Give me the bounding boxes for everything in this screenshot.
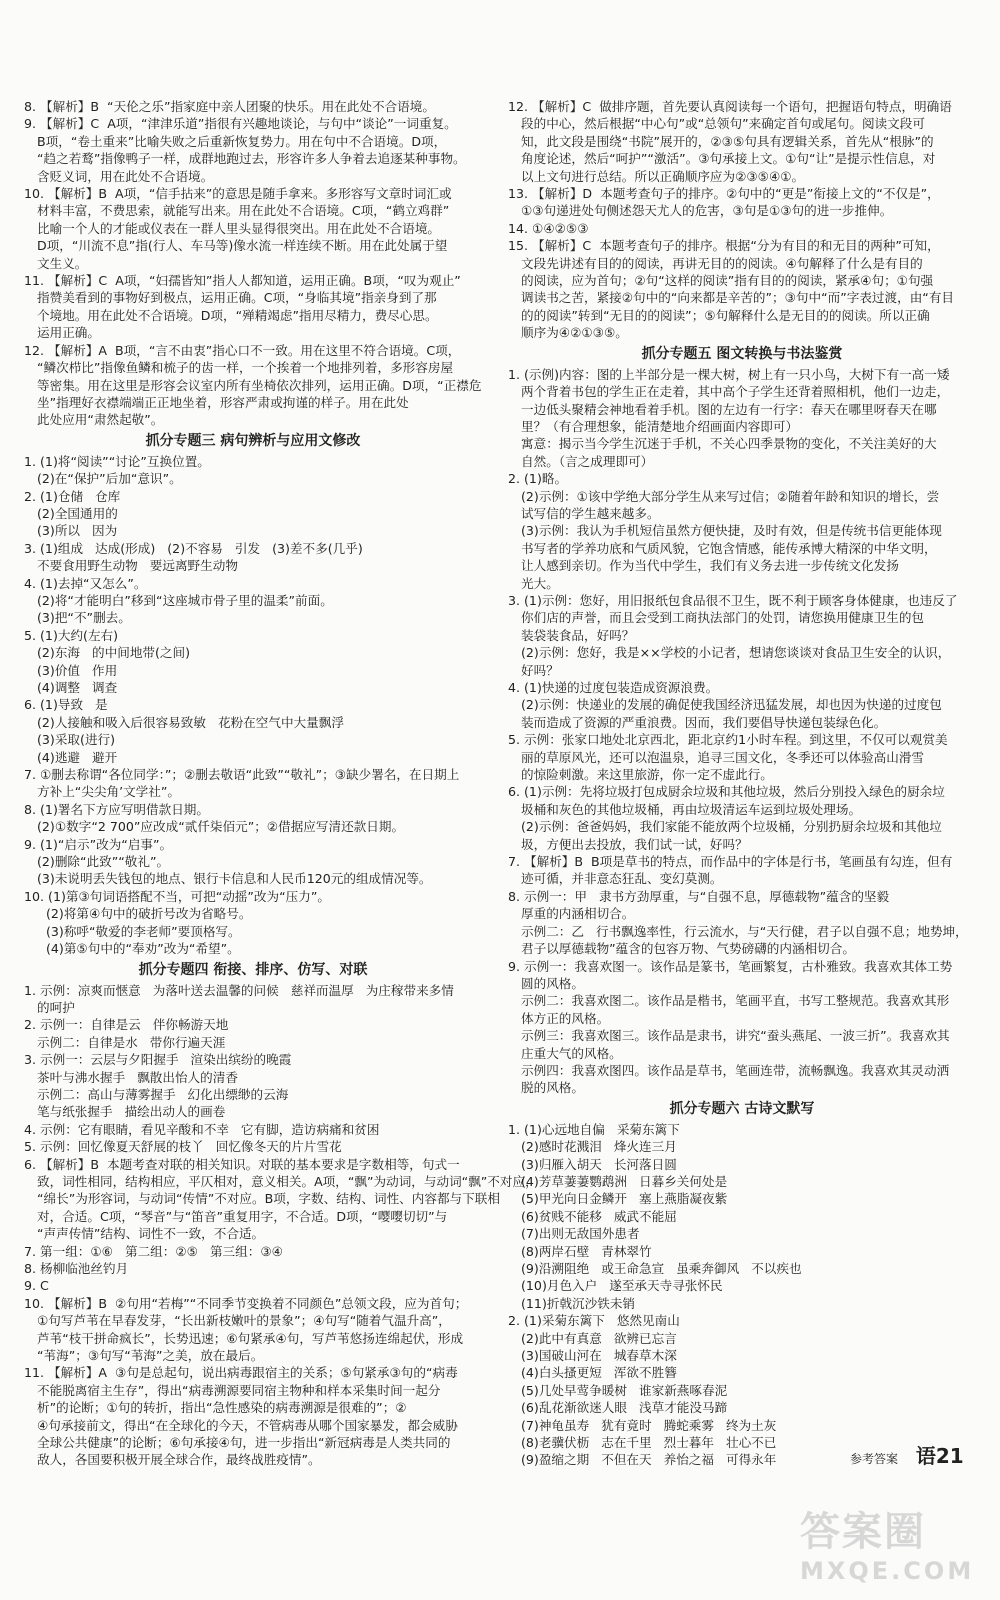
answer-line: “绵长”为形容词，与动词“传情”不对应。B项，字数、结构、词性、内容都与下联相 xyxy=(37,1191,500,1207)
answer-line: 茶叶与沸水握手 飘散出怡人的清香 xyxy=(37,1069,238,1085)
answer-line: (2)将第④句中的破折号改为省略号。 xyxy=(46,906,252,922)
answer-line: 14. ①④②⑤③ xyxy=(508,220,589,236)
answer-line: 2. 示例一：自律是云 伴你畅游天地 xyxy=(24,1017,229,1033)
watermark-url: MXQE.COM xyxy=(800,1557,975,1585)
answer-line: 的阅读，应为首句；②句“这样的阅读”指有目的的阅读，紧承④句；①句强 xyxy=(521,273,934,289)
answer-line: 8. 【解析】B “天伦之乐”指家庭中亲人团聚的快乐。用在此处不合语境。 xyxy=(24,99,435,114)
answer-line: 的惊险刺激。来这里旅游，你一定不虚此行。 xyxy=(521,767,773,783)
answer-line: (3)未说明丢失钱包的地点、银行卡信息和人民币120元的组成情况等。 xyxy=(37,871,432,887)
answer-line: 1. (1)将“阅读”“讨论”互换位置。 xyxy=(24,453,210,469)
answer-line: 方补上“尖尖角’文学社”。 xyxy=(37,784,180,800)
answer-line: 以上文句进行总结。所以正确顺序应为②③⑤④①。 xyxy=(521,168,805,184)
answer-line: 笔与纸张握手 描绘出动人的画卷 xyxy=(37,1104,226,1120)
footer-label: 参考答案 xyxy=(850,1452,899,1466)
page-footer xyxy=(850,1440,964,1469)
answer-line: (2)感时花溅泪 烽火连三月 xyxy=(521,1139,677,1155)
answer-line: 书写者的学养功底和气质风貌，它饱含情感，能传承博大精深的中华文明， xyxy=(521,540,937,556)
answer-line: (4)调整 调查 xyxy=(37,680,118,695)
answer-line: 不能脱离宿主生存”，得出“病毒溯源要同宿主物种和样本采集时间一起分 xyxy=(37,1382,441,1398)
answer-line: 体方正的风格。 xyxy=(521,1010,610,1026)
answer-line: 光大。 xyxy=(521,575,559,591)
answer-line: 材料丰富，不费思索，就能写出来。用在此处不合语境。C项，“鹤立鸡群” xyxy=(37,203,450,219)
answer-line: (3)归雁入胡天 长河落日圆 xyxy=(521,1156,677,1172)
answer-line: (2)将“才能明白”移到“这座城市骨子里的温柔”前面。 xyxy=(37,592,333,608)
answer-line: 装袋装食品，好吗？ xyxy=(521,627,635,643)
answer-line: 9. (1)“启示”改为“启事”。 xyxy=(24,836,173,852)
answer-line: (3)国破山河在 城春草木深 xyxy=(521,1348,677,1364)
answer-line: 示例三：我喜欢图三。该作品是隶书，讲究“蚕头燕尾、一波三折”。我喜欢其 xyxy=(521,1028,950,1044)
answer-line: “苇海”；③句写“苇海”之美，放在最后。 xyxy=(37,1348,264,1364)
answer-line: 指赞美看到的事物好到极点，运用正确。C项，“身临其境”指亲身到了那 xyxy=(37,290,437,306)
answer-line: 4. 示例：它有眼睛，看见辛酸和不幸 它有脚，造访病痛和贫困 xyxy=(24,1121,380,1137)
answer-line: (4)芳草萋萋鹦鹉洲 日暮乡关何处是 xyxy=(521,1173,728,1189)
answer-line: 芦苇“枝干拼命疯长”，长势迅速；⑥句紧承④句，写芦苇悠扬连绵起伏，形成 xyxy=(37,1330,464,1346)
answer-line: 君子以厚德载物”蕴含的包容万物、气势磅礴的内涵相切合。 xyxy=(521,941,855,957)
answer-line: (3)示例：我认为手机短信虽然方便快捷，及时有效，但是传统书信更能体现 xyxy=(521,523,942,539)
section-heading: 抓分专题三 病句辨析与应用文修改 xyxy=(145,432,361,449)
answer-line: 3. (1)组成 达成(形成) (2)不容易 引发 (3)差不多(几乎) xyxy=(24,540,363,556)
answer-line: 7. ①删去称谓“各位同学：”；②删去敬语“此致”“敬礼”；③缺少署名，在日期上 xyxy=(24,767,460,783)
answer-line: 10. (1)第③句词语搭配不当，可把“动摇”改为“压力”。 xyxy=(24,888,330,904)
answer-line: 试写信的学生越来越多。 xyxy=(521,505,660,521)
answer-line: (8)两岸石壁 青林翠竹 xyxy=(521,1243,652,1259)
answer-line: 1. (1)心远地自偏 采菊东篱下 xyxy=(508,1121,680,1137)
answer-line: 6. (1)导致 是 xyxy=(24,697,108,713)
answer-line: “鳞次栉比”指像鱼鳞和梳子的齿一样，一个挨着一个地排列着，多形容房屋 xyxy=(37,360,454,376)
answer-line: 文生义。 xyxy=(37,255,88,271)
answer-line: (4)白头搔更短 浑欲不胜簪 xyxy=(521,1365,677,1381)
answer-line: 4. (1)快递的过度包装造成资源浪费。 xyxy=(508,680,719,695)
answer-line: (2)示例：①该中学绝大部分学生从来写过信；②随着年龄和知识的增长，尝 xyxy=(521,488,940,504)
answer-line: 8. (1)署名下方应写明借款日期。 xyxy=(24,801,209,817)
answer-line: 庄重大气的风格。 xyxy=(521,1045,622,1061)
answer-line: 5. (1)大约(左右) xyxy=(24,627,119,643)
answer-line: 7. 第一组：①⑥ 第二组：②⑤ 第三组：③④ xyxy=(24,1243,283,1259)
answer-line: 12. 【解析】C 做排序题，首先要认真阅读每一个语句，把握语句特点，明确语 xyxy=(508,99,952,114)
answer-line: (2)示例：快递业的发展的确促使我国经济迅猛发展，却也因为快递的过度包 xyxy=(521,697,942,713)
answer-line: 2. (1)采菊东篱下 悠然见南山 xyxy=(508,1313,680,1329)
answer-line: (6)乱花渐欲迷人眼 浅草才能没马蹄 xyxy=(521,1400,728,1416)
answer-line: (2)删除“此致”“敬礼”。 xyxy=(37,854,170,870)
answer-line: 6. 【解析】B 本题考查对联的相关知识。对联的基本要求是字数相等，句式一 xyxy=(24,1156,460,1172)
right-column xyxy=(508,98,976,1469)
answer-line: 析”的论断；①句的转折，指出“急性感染的病毒溯源是很难的”；② xyxy=(37,1400,407,1416)
answer-line: 示例二：我喜欢图二。该作品是楷书，笔画平直，书写工整规范。我喜欢其形 xyxy=(521,993,950,1009)
answer-line: (3)所以 因为 xyxy=(37,523,118,539)
answer-line: (2)人接触和吸入后很容易致敏 花粉在空气中大量飘浮 xyxy=(37,714,344,730)
answer-line: 2. (1)仓储 仓库 xyxy=(24,488,121,504)
answer-line: 一边低头聚精会神地看着手机。图的左边有一行字：春天在哪里呀春天在哪 xyxy=(521,401,937,417)
answer-line: 圾桶和灰色的其他垃圾桶，再由垃圾清运车运到垃圾处理场。 xyxy=(521,801,862,817)
answer-line: 9. 【解析】C A项，“津津乐道”指很有兴趣地谈论，与句中“谈论”一词重复。 xyxy=(24,116,457,132)
answer-line: 里？（有合理想象，能清楚地介绍画面内容即可） xyxy=(521,418,799,434)
answer-line: 圆的风格。 xyxy=(521,975,584,991)
answer-line: 15. 【解析】C 本题考查句子的排序。根据“分为有目的和无目的两种”可知， xyxy=(508,238,940,254)
answer-line: (2)全国通用的 xyxy=(37,505,118,521)
answer-line: 不要食用野生动物 要远离野生动物 xyxy=(37,558,238,574)
answer-line: 3. 示例一：云层与夕阳握手 渲染出缤纷的晚霞 xyxy=(24,1052,292,1068)
answer-line: 示例二：高山与薄雾握手 幻化出缥缈的云海 xyxy=(37,1086,289,1102)
answer-line: (6)贫贱不能移 威武不能屈 xyxy=(521,1208,677,1224)
answer-line: 你们店的声誉，而且会受到工商执法部门的处罚，请您换用健康卫生的包 xyxy=(521,610,924,626)
answer-line: 13. 【解析】D 本题考查句子的排序。②句中的“更是”衔接上文的“不仅是”， xyxy=(508,186,940,202)
answer-line: 4. (1)去掉“又怎么”。 xyxy=(24,575,147,591)
answer-line: 6. (1)示例：先将垃圾打包成厨余垃圾和其他垃圾，然后分别投入绿色的厨余垃 xyxy=(508,784,945,800)
answer-line: (5)甲光向日金鳞开 塞上燕脂凝夜紫 xyxy=(521,1191,728,1207)
answer-line: (2)①数字“2 700”应改成“贰仟柒佰元”；②借据应写清还款日期。 xyxy=(37,819,405,835)
answer-line: 对，合适。C项，“琴音”与“笛音”重复用字，不合适。D项，“嘤嘤切切”与 xyxy=(37,1208,448,1224)
answer-line: (2)示例：爸爸妈妈，我们家能不能放两个垃圾桶，分别扔厨余垃圾和其他垃 xyxy=(521,819,942,835)
answer-line: 顺序为④②①③⑤。 xyxy=(521,325,628,341)
answer-line: 段的中心，然后根据“中心句”或“总领句”来确定首句或尾句。阅读文段可 xyxy=(521,116,925,132)
section-heading: 抓分专题五 图文转换与书法鉴赏 xyxy=(641,345,843,362)
answer-line: 全球公共健康”的论断；⑥句承接④句，进一步指出“新冠病毒是人类共同的 xyxy=(37,1435,451,1451)
answer-line: 12. 【解析】A B项，“言不由衷”指心口不一致。用在这里不符合语境。C项， xyxy=(24,342,461,358)
answer-line: 个境地。用在此处不合语境。D项，“殚精竭虑”指用尽精力，费尽心思。 xyxy=(37,307,438,323)
answer-line: (9)盈缩之期 不但在天 养怡之福 可得永年 xyxy=(521,1452,777,1468)
answer-line: 脱的风格。 xyxy=(521,1080,584,1096)
section-heading: 抓分专题六 古诗文默写 xyxy=(669,1100,815,1117)
answer-line: 的呵护 xyxy=(37,999,75,1015)
answer-line: 两个背着书包的学生正在走着，其中高个子学生还背着照相机，他们一边走， xyxy=(521,384,950,400)
section-heading: 抓分专题四 衔接、排序、仿写、对联 xyxy=(138,961,368,978)
answer-line: 坐”指理好衣襟端端正正地坐着，形容严肃或拘谨的样子。用在此处 xyxy=(37,394,409,410)
answer-line: 丽的草原风光，还可以泡温泉，追寻三国文化，冬季还可以体验高山滑雪 xyxy=(521,749,924,765)
page-number: 语21 xyxy=(915,1444,964,1468)
answer-line: 5. 示例：回忆像夏天舒展的枝丫 回忆像冬天的片片雪花 xyxy=(24,1139,342,1155)
answer-line: (3)把“不”删去。 xyxy=(37,610,131,626)
answer-line: 10. 【解析】B ②句用“若梅”“不同季节变换着不同颜色”总领文段，应为首句； xyxy=(24,1295,468,1311)
watermark-logo xyxy=(800,1500,980,1590)
answer-line: 自然。（言之成理即可） xyxy=(521,453,654,469)
answer-line: (7)神龟虽寿 犹有竟时 腾蛇乘雾 终为土灰 xyxy=(521,1417,777,1433)
answer-line: (11)折戟沉沙铁未销 xyxy=(521,1295,636,1311)
watermark-text: 答案圈 xyxy=(800,1509,926,1555)
answer-line: (2)此中有真意 欲辨已忘言 xyxy=(521,1330,677,1346)
answer-line: 致，词性相同，结构相应，平仄相对，意义相关。A项，“飘”为动词，与动词“飘”不对应， xyxy=(37,1173,538,1189)
answer-line: 1. 示例：凉爽而惬意 为落叶送去温馨的问候 慈祥而温厚 为庄稼带来多情 xyxy=(24,982,454,998)
answer-line: 7. 【解析】B B项是草书的特点，而作品中的字体是行书，笔画虽有勾连，但有 xyxy=(508,854,953,870)
answer-line: D项，“川流不息”指(行人、车马等)像水流一样连续不断。用在此处属于望 xyxy=(37,238,448,254)
answer-line: (5)几处早莺争暖树 谁家新燕啄春泥 xyxy=(521,1382,728,1398)
answer-line: 调读书之苦，紧接②句中的“向来都是辛苦的”；③句中“而”字表过渡，由“有目 xyxy=(521,290,955,306)
answer-line: 10. 【解析】B A项，“信手拈来”的意思是随手拿来。多形容写文章时词汇或 xyxy=(24,186,452,202)
answer-line: 好吗？ xyxy=(521,662,559,678)
answer-line: 5. 示例：张家口地处北京西北，距北京约1小时车程。到这里，不仅可以观赏美 xyxy=(508,732,948,748)
answer-line: “声声传情”结构、词性不一致，不合适。 xyxy=(37,1226,265,1242)
answer-line: “趋之若鹜”指像鸭子一样，成群地跑过去，形容许多人争着去追逐某种事物。 xyxy=(37,151,466,167)
answer-line: (8)老骥伏枥 志在千里 烈士暮年 壮心不已 xyxy=(521,1435,777,1451)
answer-line: 圾，方便出去投放，我们试一试，好吗？ xyxy=(521,836,748,852)
answer-line: 寓意：揭示当今学生沉迷于手机，不关心四季景物的变化，不关注美好的大 xyxy=(521,436,937,452)
answer-line: (3)价值 作用 xyxy=(37,662,118,678)
answer-line: 2. (1)略。 xyxy=(508,471,568,487)
answer-line: 等密集。用在这里是形容会议室内所有坐椅依次排列，运用正确。D项，“正襟危 xyxy=(37,377,482,393)
answer-line: 装而造成了资源的严重浪费。因而，我们要倡导快递包装绿色化。 xyxy=(521,714,887,730)
answer-line: 含贬义词，用在此处不合语境。 xyxy=(37,168,214,184)
answer-line: ①句写芦苇在早春发芽，“长出新枝嫩叶的景象”；④句写“随着气温升高”， xyxy=(37,1313,451,1329)
answer-line: (3)称呼“敬爱的李老师”要顶格写。 xyxy=(46,923,241,939)
answer-line: ④句承接前文，得出“在全球化的今天，不管病毒从哪个国家暴发，都会威胁 xyxy=(37,1417,458,1433)
answer-line: 9. C xyxy=(24,1278,49,1294)
answer-line: (4)第⑤句中的“奉劝”改为“希望”。 xyxy=(46,941,240,957)
answer-line: (9)沿溯阻绝 或王命急宣 虽乘奔御风 不以疾也 xyxy=(521,1261,802,1276)
answer-line: 8. 杨柳临池丝钓月 xyxy=(24,1261,129,1276)
answer-line: 8. 示例一：甲 隶书方劲厚重，与“自强不息，厚德载物”蕴含的坚毅 xyxy=(508,888,890,904)
answer-line: (10)月色入户 遂至承天寺寻张怀民 xyxy=(521,1278,723,1294)
answer-line: 运用正确。 xyxy=(37,325,100,341)
answer-line: 厚重的内涵相切合。 xyxy=(521,906,635,922)
answer-line: 角度论述，然后“呵护”“激活”。③句承接上文。①句“让”是提示性信息，对 xyxy=(521,151,936,167)
answer-line: 让人感到亲切。作为当代中学生，我们有义务去进一步传统文化发扬 xyxy=(521,558,899,574)
answer-line: (3)采取(进行) xyxy=(37,732,116,748)
answer-line: 11. 【解析】C A项，“妇孺皆知”指人人都知道，运用正确。B项，“叹为观止” xyxy=(24,273,461,289)
answer-line: 示例二：自律是水 带你行遍天涯 xyxy=(37,1034,226,1050)
answer-line: 3. (1)示例：您好，用旧报纸包食品很不卫生，既不利于顾客身体健康，也违反了 xyxy=(508,592,958,608)
answer-line: 比喻一个人的才能或仪表在一群人里头显得很突出。用在此处不合语境。 xyxy=(37,220,440,236)
answer-line: 的的阅读”转到“无目的的阅读”；⑤句解释什么是无目的的阅读。所以正确 xyxy=(521,307,930,323)
answer-line: 敌人，各国要积极开展全球合作，最终战胜疫情”。 xyxy=(37,1452,321,1468)
answer-line: (2)东海 的中间地带(之间) xyxy=(37,645,191,661)
answer-line: (4)逃避 避开 xyxy=(37,749,118,765)
answer-line: 文段先讲述有目的的阅读，再讲无目的的阅读。④句解释了什么是有目的 xyxy=(521,255,923,271)
answer-line: 知，此文段是围绕“书院”展开的，②③⑤句具有逻辑关系，首先从“根脉”的 xyxy=(521,133,934,149)
answer-line: B项，“卷土重来”比喻失败之后重新恢复势力。用在句中不合语境。D项， xyxy=(37,133,447,149)
answer-line: 迹可循，并非意态狂乱、变幻莫测。 xyxy=(521,871,723,887)
answer-line: ①③句递进处句侧述怨天尤人的危害，③句是①③句的进一步推伸。 xyxy=(521,203,893,219)
answer-line: (2)示例：您好，我是××学校的小记者，想请您谈谈对食品卫生安全的认识， xyxy=(521,645,951,661)
answer-line: 1. (示例)内容：图的上半部分是一棵大树，树上有一只小鸟，大树下有一高一矮 xyxy=(508,366,950,382)
answer-line: 11. 【解析】A ③句是总起句，说出病毒跟宿主的关系；⑤句紧承③句的“病毒 xyxy=(24,1365,458,1381)
answer-line: (7)出则无敌国外患者 xyxy=(521,1226,640,1242)
answer-line: (2)在“保护”后加“意识”。 xyxy=(37,471,182,487)
answer-line: 9. 示例一：我喜欢图一。该作品是篆书，笔画繁复，古朴雅致。我喜欢其体工势 xyxy=(508,958,953,974)
answer-line: 示例四：我喜欢图四。该作品是草书，笔画连带，流畅飘逸。我喜欢其灵动洒 xyxy=(521,1062,950,1078)
answer-line: 示例二：乙 行书飘逸率性，行云流水，与“天行健，君子以自强不息；地势坤， xyxy=(521,923,968,939)
answer-line: 此处应用“肃然起敬”。 xyxy=(37,412,164,428)
